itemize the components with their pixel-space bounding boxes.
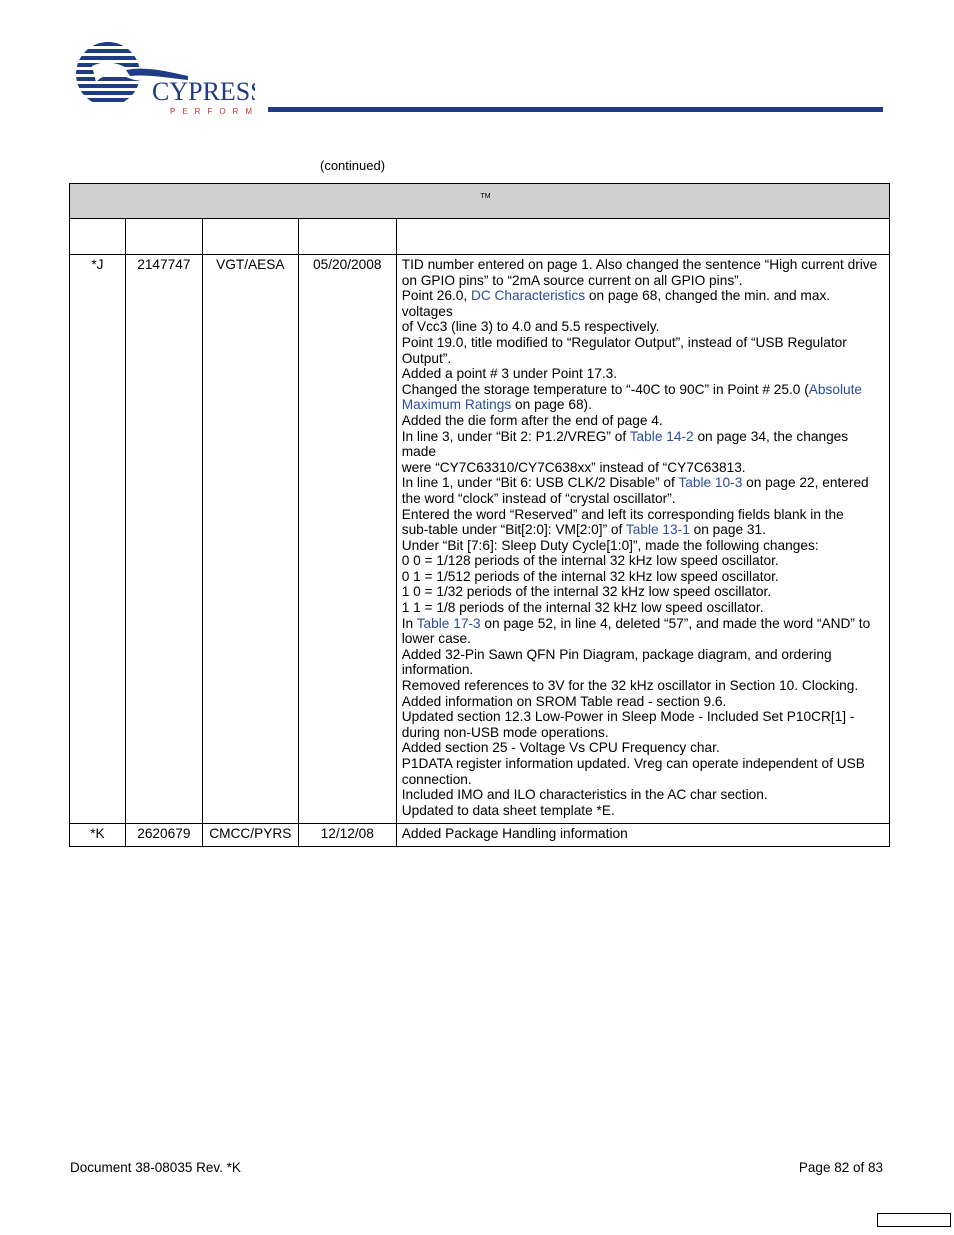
description-line: In Table 17-3 on page 52, in line 4, deleted “57”, and made the word “AND” to	[401, 615, 871, 631]
description-line: Updated section 12.3 Low-Power in Sleep Mode - Included Set P10CR[1] -	[401, 709, 855, 725]
description-line: Changed the storage temperature to “-40C to 90C” in Point # 25.0 (Absolute	[401, 381, 863, 397]
header-cell-date	[298, 219, 396, 255]
description-line: Point 19.0, title modified to “Regulator Output”, instead of “USB Regulator	[401, 334, 847, 350]
header-cell-ecn	[125, 219, 202, 255]
description-line: TID number entered on page 1. Also changed the sentence “High current drive	[401, 257, 878, 272]
cross-reference-link[interactable]: Table 13-1	[625, 522, 690, 538]
description-line: Updated to data sheet template *E.	[401, 802, 615, 818]
header-rule	[268, 107, 883, 112]
description-line: In line 3, under “Bit 2: P1.2/VREG” of Table 14-2 on page 34, the changes made	[401, 428, 849, 460]
cypress-logo	[70, 40, 255, 120]
column-header-row	[70, 219, 890, 255]
description-line: Under “Bit [7:6]: Sleep Duty Cycle[1:0]”, made the following changes:	[401, 537, 819, 553]
description-line: Entered the word “Reserved” and left its corresponding fields blank in the	[401, 506, 844, 522]
revision-history-table	[69, 183, 890, 847]
cross-reference-link[interactable]: Maximum Ratings	[401, 397, 512, 413]
table-row	[70, 824, 890, 847]
description-cell	[396, 824, 889, 847]
description-line: In line 1, under “Bit 6: USB CLK/2 Disable” of Table 10-3 on page 22, entered	[401, 475, 869, 491]
cross-reference-link[interactable]: Absolute	[808, 381, 863, 397]
description-line: lower case.	[401, 631, 471, 647]
document-number: Document 38-08035 Rev. *K	[70, 1160, 241, 1175]
rev-cell: *J	[70, 255, 126, 824]
ecn-cell: 2147747	[125, 255, 202, 824]
description-line: were “CY7C63310/CY7C638xx” instead of “CY7C63813.	[401, 459, 746, 475]
description-line: on GPIO pins” to “2mA source current on all GPIO pins”.	[401, 272, 743, 288]
table-title-row	[70, 184, 890, 219]
description-line: P1DATA register information updated. Vreg can operate independent of USB	[401, 756, 865, 771]
description-line: 1 1 = 1/8 periods of the internal 32 kHz low speed oscillator.	[401, 600, 764, 616]
description-line: 0 1 = 1/512 periods of the internal 32 kHz low speed oscillator.	[401, 568, 779, 584]
table-row	[70, 255, 890, 824]
date-cell: 05/20/2008	[298, 255, 396, 824]
description-line: Added Package Handling information	[401, 826, 628, 842]
svg-text:PERFORM: PERFORM	[170, 107, 255, 116]
cross-reference-link[interactable]: Table 17-3	[416, 615, 481, 631]
description-line: Included IMO and ILO characteristics in the AC char section.	[401, 787, 768, 803]
header-cell-rev	[70, 219, 126, 255]
cross-reference-link[interactable]: Table 10-3	[678, 475, 743, 491]
description-line: Added the die form after the end of page 4.	[401, 412, 663, 428]
submitter-cell: CMCC/PYRS	[202, 824, 298, 847]
trademark-mark: TM	[480, 193, 491, 200]
svg-text:CYPRESS: CYPRESS	[152, 77, 255, 106]
description-line: sub-table under “Bit[2:0]: VM[2:0]” of Table 13-1 on page 31.	[401, 522, 766, 538]
description-line: Point 26.0, DC Characteristics on page 68, changed the min. and max. voltages	[401, 288, 831, 319]
description-line: the word “clock” instead of “crystal oscillator”.	[401, 490, 676, 506]
page-indicator: Page 82 of 83	[798, 1160, 883, 1175]
description-line: 1 0 = 1/32 periods of the internal 32 kHz low speed oscillator.	[401, 584, 772, 600]
continued-label: (continued)	[320, 158, 386, 173]
header-cell-submitter	[202, 219, 298, 255]
submitter-cell: VGT/AESA	[202, 255, 298, 824]
date-cell: 12/12/08	[298, 824, 396, 847]
description-line: Output”.	[401, 350, 452, 366]
description-cell	[396, 255, 889, 824]
description-line: of Vcc3 (line 3) to 4.0 and 5.5 respectively.	[401, 319, 660, 335]
rev-cell: *K	[70, 824, 126, 847]
header-cell-description	[396, 219, 889, 255]
description-line: information.	[401, 662, 474, 678]
cross-reference-link[interactable]: DC Characteristics	[470, 288, 586, 304]
description-line: connection.	[401, 771, 472, 787]
description-line: Added 32-Pin Sawn QFN Pin Diagram, package diagram, and ordering	[401, 646, 832, 662]
description-line: Removed references to 3V for the 32 kHz oscillator in Section 10. Clocking.	[401, 678, 859, 694]
description-line: during non-USB mode operations.	[401, 724, 609, 740]
description-line: Added section 25 - Voltage Vs CPU Frequency char.	[401, 740, 720, 756]
table-title-cell	[70, 184, 890, 219]
cross-reference-link[interactable]: Table 14-2	[629, 428, 694, 444]
description-line: Added information on SROM Table read - section 9.6.	[401, 693, 727, 709]
globe-icon	[70, 40, 150, 120]
feedback-button[interactable]	[877, 1213, 951, 1227]
description-line: Maximum Ratings on page 68).	[401, 397, 592, 413]
ecn-cell: 2620679	[125, 824, 202, 847]
description-line: Added a point # 3 under Point 17.3.	[401, 366, 618, 382]
description-line: 0 0 = 1/128 periods of the internal 32 kHz low speed oscillator.	[401, 553, 779, 569]
